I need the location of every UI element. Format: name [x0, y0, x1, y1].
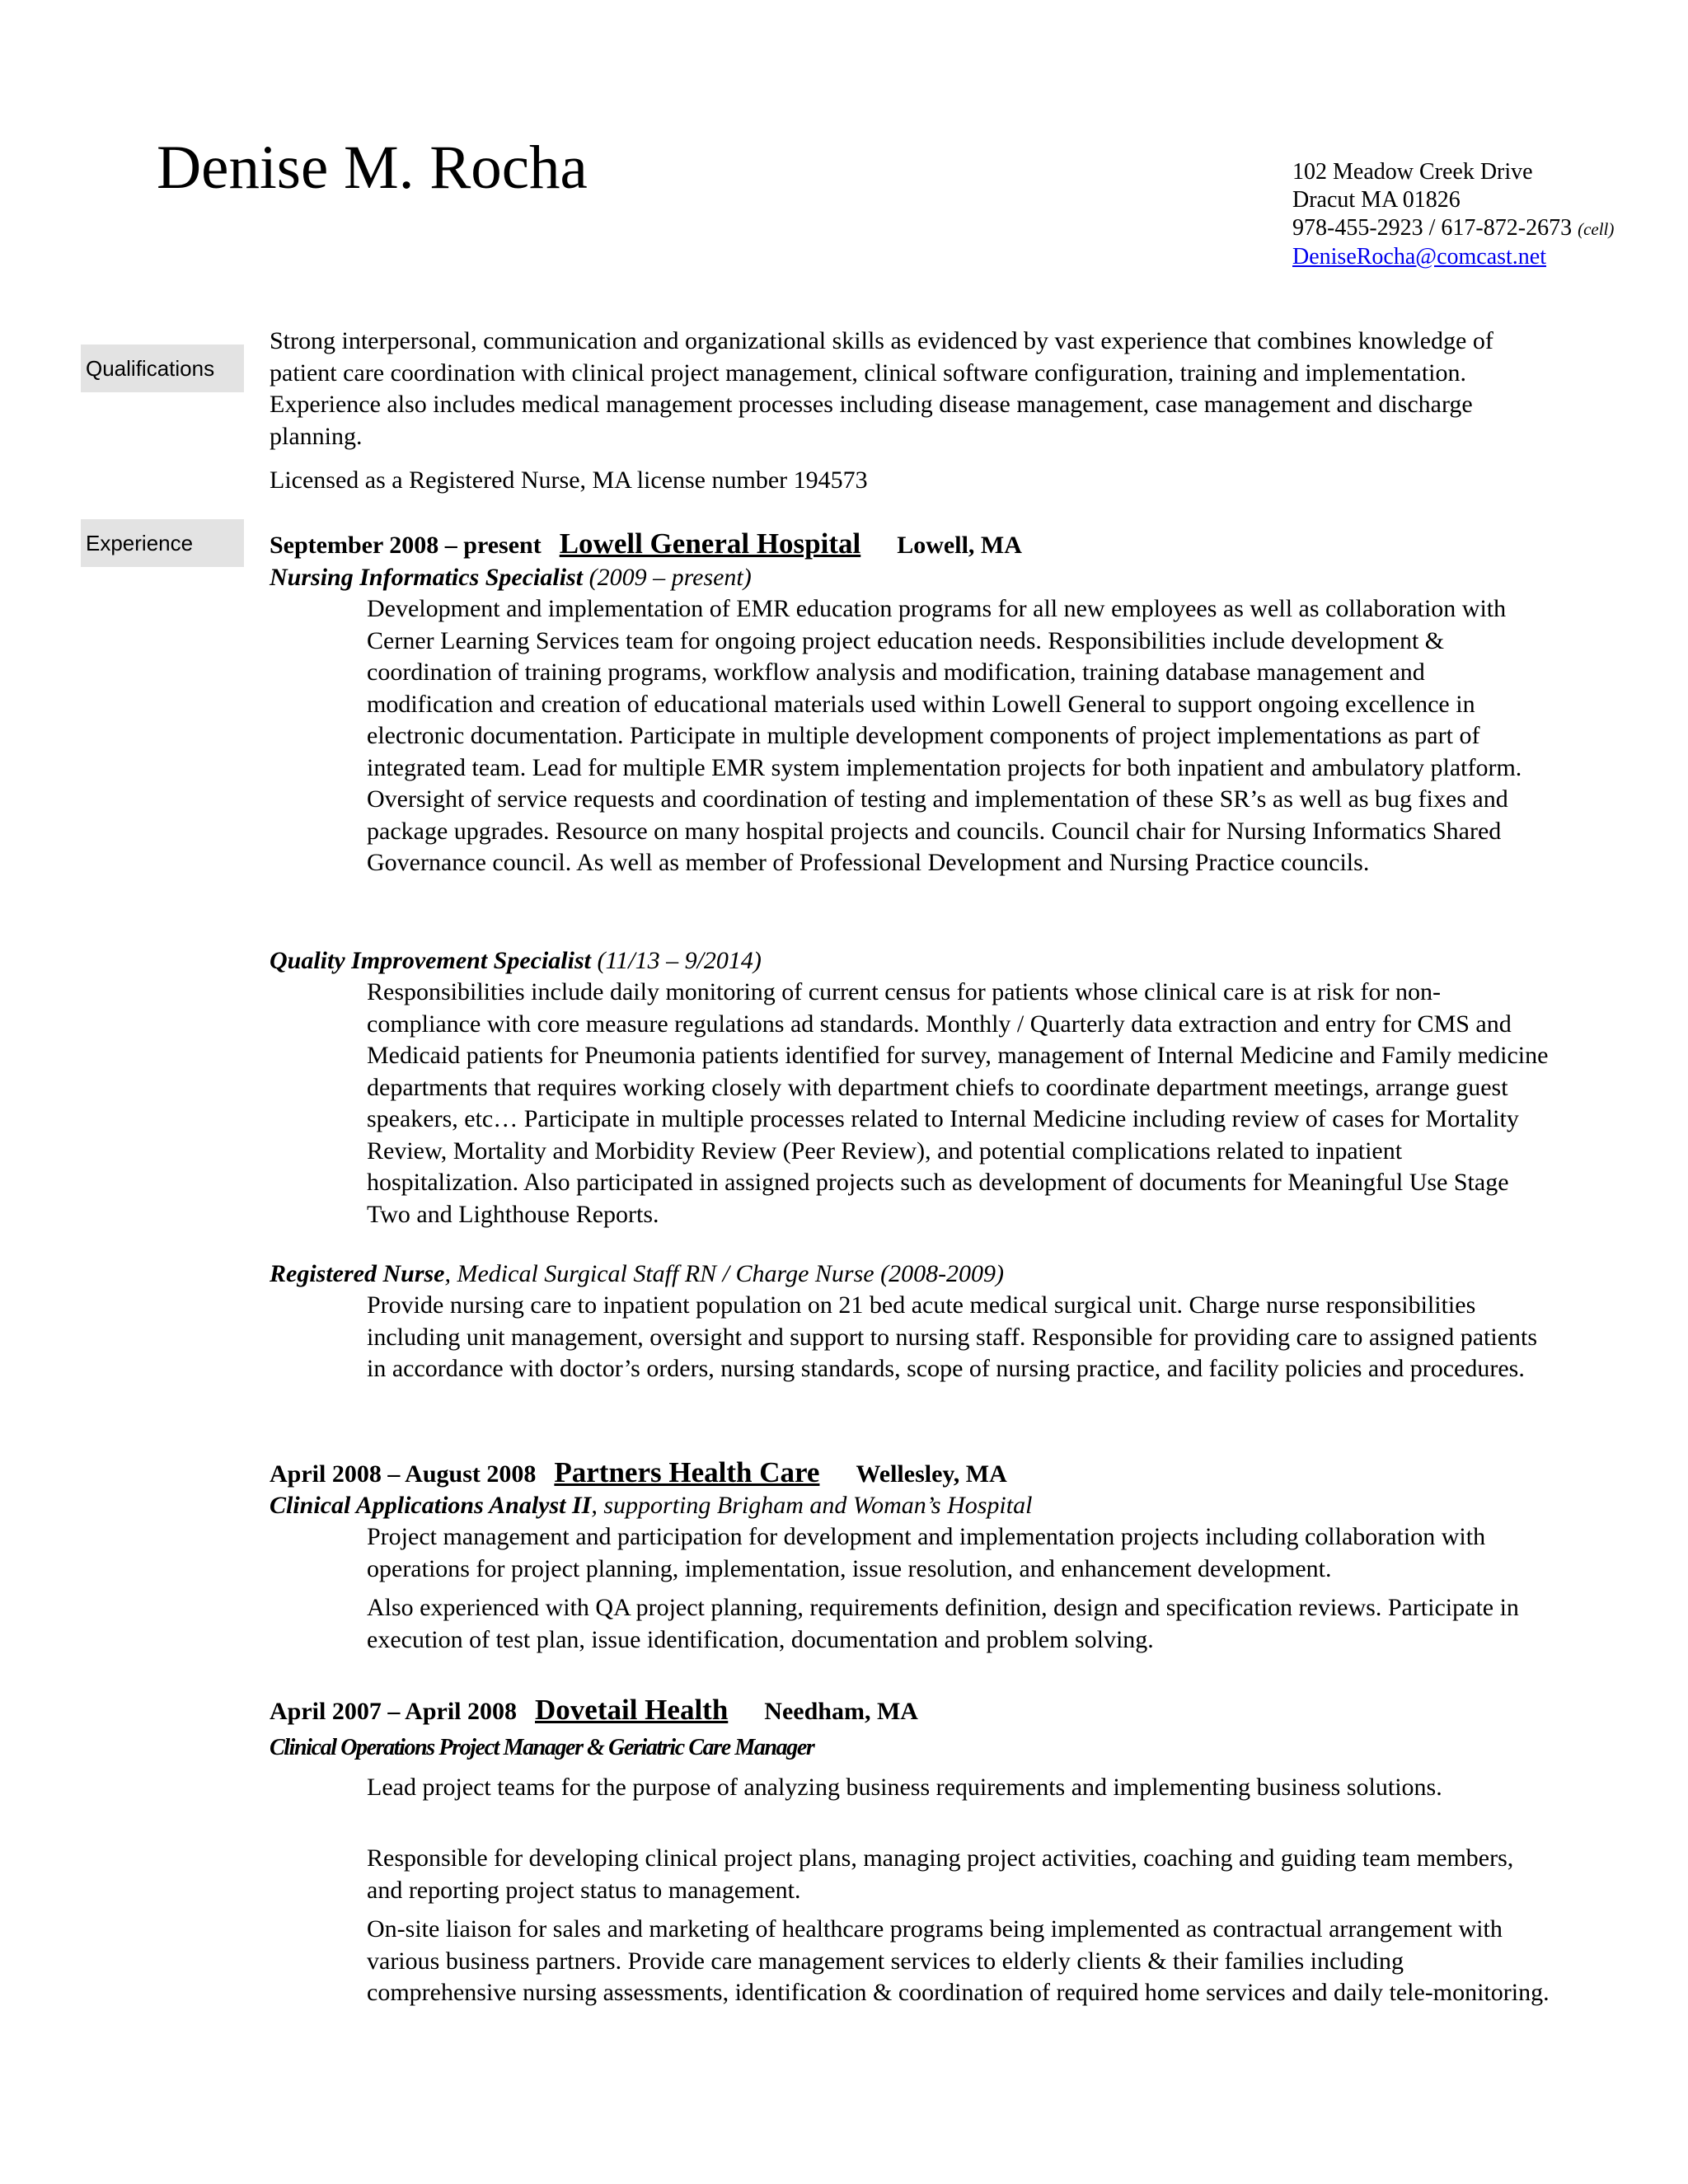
job-header-lowell	[270, 528, 1022, 561]
candidate-name: Denise M. Rocha	[157, 134, 588, 202]
role-title-rn	[270, 1258, 1004, 1290]
email-link[interactable]: DeniseRocha@comcast.net	[1292, 244, 1547, 269]
job-dates: April 2008 – August 2008	[270, 1460, 537, 1488]
role-description-analyst-1: Project management and participation for development and implementation projects including collaboration with operations for project planning, implementation, issue resolution, and enhancement development.	[367, 1523, 1486, 1582]
role-detail: , supporting Brigham and Woman’s Hospital	[591, 1492, 1033, 1519]
role-title-quality	[270, 945, 762, 977]
role-name: Quality Improvement Specialist	[270, 947, 591, 974]
job-dates: September 2008 – present	[270, 532, 542, 559]
contact-city: Dracut MA 01826	[1292, 187, 1461, 213]
role-name: Nursing Informatics Specialist	[270, 564, 584, 591]
employer-name: Partners Health Care	[554, 1456, 820, 1488]
role-detail: , Medical Surgical Staff RN / Charge Nurse (2008-2009)	[444, 1260, 1005, 1287]
role-description-analyst-2: Also experienced with QA project planning, requirements definition, design and specification reviews. Participate in execution of test plan, issue identification, documentation and problem solving.	[367, 1594, 1519, 1653]
role-name: Registered Nurse	[270, 1260, 445, 1287]
role-description-dovetail-3: On-site liaison for sales and marketing of healthcare programs being implemented as contractual arrangement with various business partners. Provide care management services to elderly clients & their families including comprehensive nursing assessments, identification & coordination of required home services and daily tele-monitoring.	[367, 1915, 1550, 2006]
role-title-informatics	[270, 562, 752, 593]
role-description-rn: Provide nursing care to inpatient population on 21 bed acute medical surgical unit. Charge nurse responsibilities including unit management, oversight and support to nursing staff. Responsible for providing care to assigned patients in accordance with doctor’s orders, nursing standards, scope of nursing practice, and facility policies and procedures.	[367, 1291, 1538, 1382]
employer-name: Lowell General Hospital	[559, 527, 861, 560]
role-description-informatics: Development and implementation of EMR education programs for all new employees as well as collaboration with Cerner Learning Services team for ongoing project education needs. Responsibilities include development & coordination of training programs, workflow analysis and modification, training database management and modification and creation of educational materials used within Lowell General to support ongoing excellence in electronic documentation. Participate in multiple development components of project implementations as part of integrated team. Lead for multiple EMR system implementation projects for both inpatient and ambulatory platform. Oversight of service requests and coordination of testing and implementation of these SR’s as well as bug fixes and package upgrades. Resource on many hospital projects and councils. Council chair for Nursing Informatics Shared Governance council. As well as member of Professional Development and Nursing Practice councils.	[367, 595, 1522, 876]
license-line: Licensed as a Registered Nurse, MA license number 194573	[270, 466, 868, 494]
job-header-dovetail	[270, 1694, 918, 1727]
role-detail: (2009 – present)	[583, 564, 752, 591]
role-title-dovetail	[270, 1732, 814, 1764]
phone-note: (cell)	[1578, 219, 1615, 239]
contact-block	[1292, 158, 1614, 271]
contact-street: 102 Meadow Creek Drive	[1292, 159, 1533, 185]
section-label-experience: Experience	[81, 519, 244, 567]
role-description-quality: Responsibilities include daily monitoring of current census for patients whose clinical care is at risk for non-compliance with core measure regulations ad standards. Monthly / Quarterly data extraction and entry for CMS and Medicaid patients for Pneumonia patients identified for survey, management of Internal Medicine and Family medicine departments that requires working closely with department chiefs to coordinate department meetings, arrange guest speakers, etc… Participate in multiple processes related to Internal Medicine including review of cases for Mortality Review, Mortality and Morbidity Review (Peer Review), and potential complications related to inpatient hospitalization. Also participated in assigned projects such as development of documents for Meaningful Use Stage Two and Lighthouse Reports.	[367, 978, 1549, 1228]
role-description-dovetail-2: Responsible for developing clinical project plans, managing project activities, coaching and guiding team members, and reporting project status to management.	[367, 1844, 1514, 1904]
role-name: Clinical Operations Project Manager & Geriatric Care Manager	[270, 1735, 814, 1760]
role-name: Clinical Applications Analyst II	[270, 1492, 592, 1519]
role-title-analyst	[270, 1490, 1032, 1521]
role-description-dovetail-1: Lead project teams for the purpose of analyzing business requirements and implementing business solutions.	[367, 1774, 1442, 1801]
section-label-qualifications: Qualifications	[81, 344, 244, 392]
employer-name: Dovetail Health	[535, 1694, 729, 1726]
job-location: Needham, MA	[764, 1698, 918, 1725]
job-header-partners	[270, 1457, 1007, 1490]
job-location: Wellesley, MA	[856, 1460, 1007, 1488]
qualifications-summary: Strong interpersonal, communication and organizational skills as evidenced by vast experience that combines knowledge of patient care coordination with clinical project management, clinical software configuration, training and implementation. Experience also includes medical management processes including disease management, case management and discharge planning.	[270, 327, 1493, 450]
job-dates: April 2007 – April 2008	[270, 1698, 518, 1725]
contact-phones	[1292, 214, 1614, 243]
role-detail: (11/13 – 9/2014)	[591, 947, 762, 974]
phone-numbers: 978-455-2923 / 617-872-2673	[1292, 215, 1573, 241]
job-location: Lowell, MA	[897, 532, 1022, 559]
